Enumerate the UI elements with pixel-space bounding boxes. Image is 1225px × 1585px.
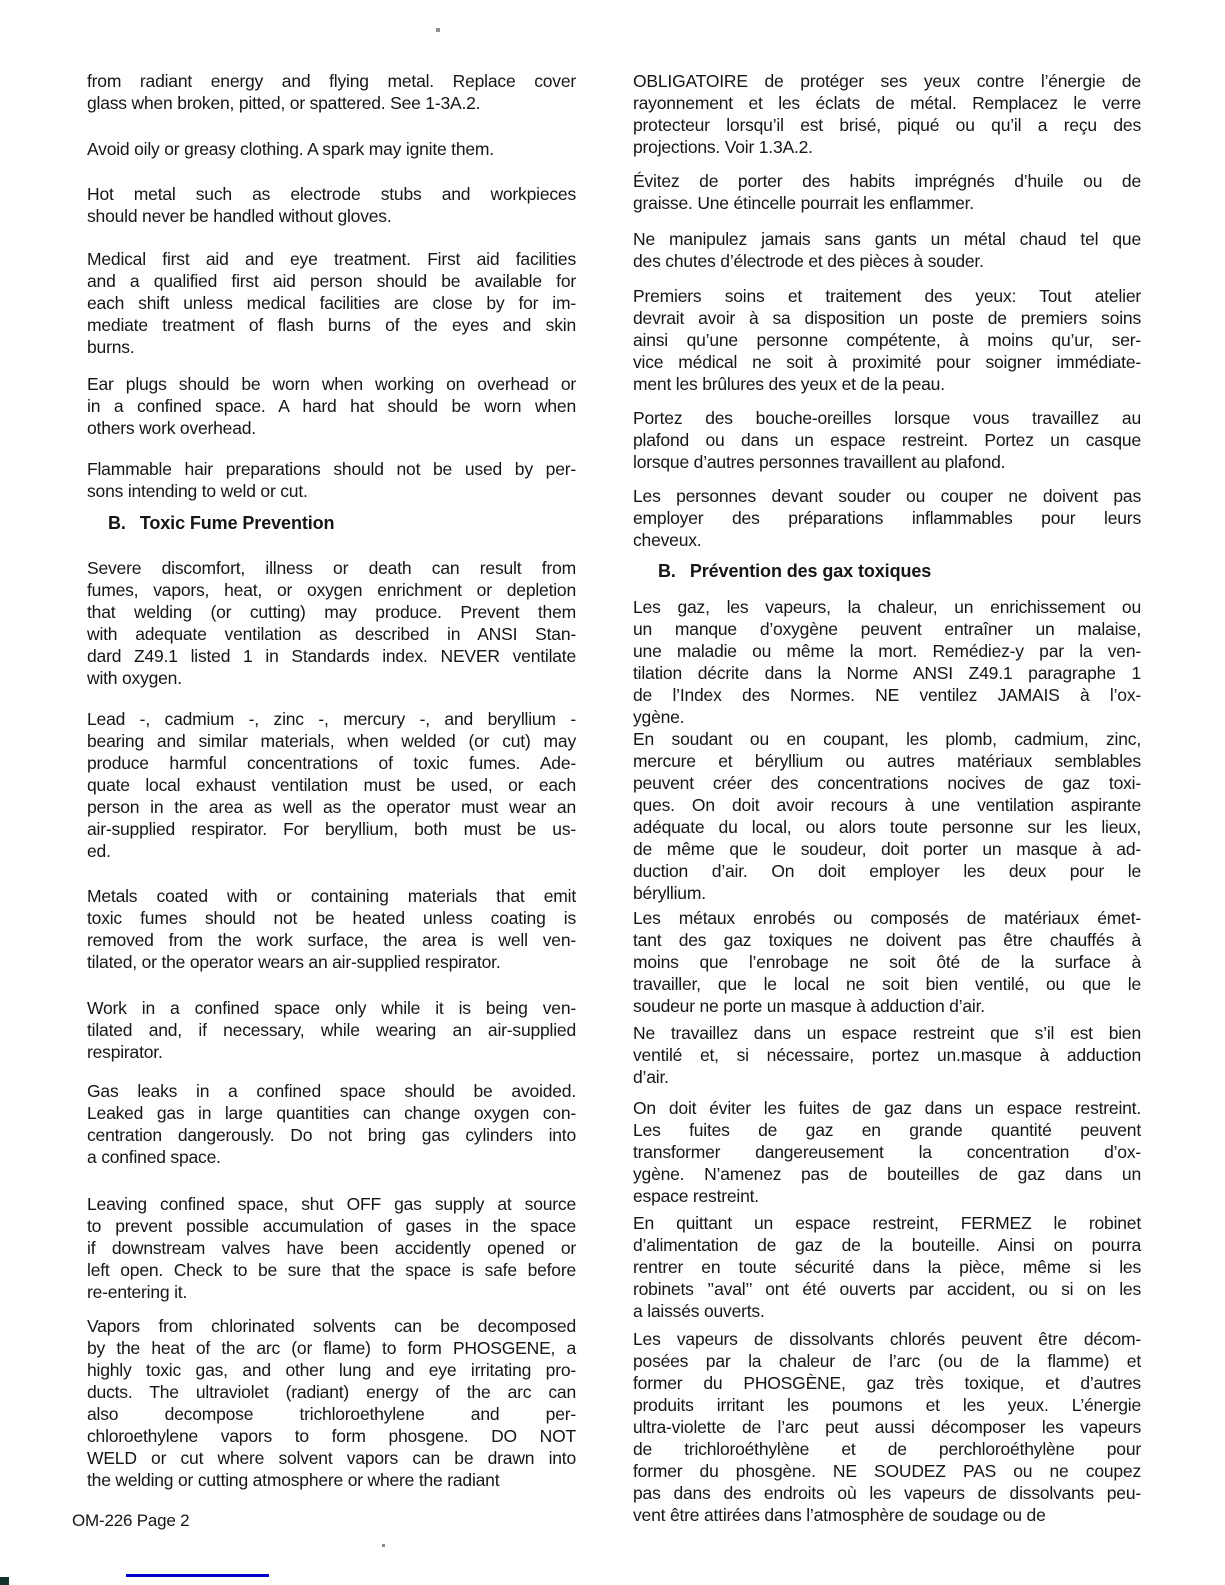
text-line: re-entering it. (87, 1282, 188, 1302)
section-letter: B. (108, 513, 126, 533)
text-line: tilated, or the operator wears an air-supplied respirator. (87, 952, 501, 972)
text-line: moins que l’enrobage ne soit ôté de la surface à (633, 952, 1141, 972)
text-line: de trichloroéthylène et de perchloroéthylène pour (633, 1439, 1141, 1459)
paragraph (87, 1315, 576, 1491)
text-line: Vapors from chlorinated solvents can be decomposed (87, 1316, 576, 1336)
text-line: vice médical ne soit à proximité pour soigner immédiate- (633, 352, 1141, 372)
text-line: tilation décrite dans la Norme ANSI Z49.1 paragraphe 1 (633, 663, 1141, 683)
text-line: rayonnement et les éclats de métal. Remplacez le verre (633, 93, 1141, 113)
paragraph (633, 228, 1141, 272)
text-line: rentrer en toute sécurité dans la pièce, même si les (633, 1257, 1141, 1277)
text-line: transformer dangereusement la concentration d’ox- (633, 1142, 1141, 1162)
text-line: and a qualified first aid person should be available for (87, 271, 576, 291)
paragraph (87, 248, 576, 358)
text-line: fumes, vapors, heat, or oxygen enrichment or depletion (87, 580, 576, 600)
paragraph (633, 1097, 1141, 1207)
text-line: Metals coated with or containing materials that emit (87, 886, 576, 906)
text-line: burns. (87, 337, 135, 357)
text-line: a confined space. (87, 1147, 221, 1167)
text-line: une maladie ou même la mort. Remédiez-y par la ven- (633, 641, 1141, 661)
text-line: Severe discomfort, illness or death can result from (87, 558, 576, 578)
section-letter: B. (658, 561, 676, 581)
paragraph (87, 373, 576, 439)
text-line: toxic fumes should not be heated unless coating is (87, 908, 576, 928)
text-line: soudeur ne porte un masque à adduction d’air. (633, 996, 985, 1016)
text-line: centration dangerously. Do not bring gas cylinders into (87, 1125, 576, 1145)
text-line: OBLIGATOIRE de protéger ses yeux contre l’énergie de (633, 71, 1141, 91)
text-line: Work in a confined space only while it is being ven- (87, 998, 576, 1018)
french-column (633, 70, 1141, 1526)
text-line: Les personnes devant souder ou couper ne doivent pas (633, 486, 1141, 506)
text-line: peuvent créer des concentrations nocives de gaz toxi- (633, 773, 1141, 793)
text-line: Les gaz, les vapeurs, la chaleur, un enrichissement ou (633, 597, 1141, 617)
scan-artifact-dot-top (436, 28, 440, 32)
text-line: d’alimentation de gaz de la bouteille. Ainsi on pourra (633, 1235, 1141, 1255)
text-line: ultra-violette de l’arc peut aussi décomposer les vapeurs (633, 1417, 1141, 1437)
paragraph (87, 557, 576, 689)
text-line: highly toxic gas, and other lung and eye irritating pro- (87, 1360, 576, 1380)
paragraph (633, 1212, 1141, 1322)
text-line: Lead -, cadmium -, zinc -, mercury -, and beryllium - (87, 709, 576, 729)
text-line: from radiant energy and flying metal. Replace cover (87, 71, 576, 91)
text-line: former du phosgène. NE SOUDEZ PAS ou ne coupez (633, 1461, 1141, 1481)
paragraph (87, 885, 576, 973)
text-line: Portez des bouche-oreilles lorsque vous travaillez au (633, 408, 1141, 428)
text-line: béryllium. (633, 883, 706, 903)
text-line: des chutes d’électrode et des pièces à souder. (633, 251, 984, 271)
paragraph (87, 458, 576, 502)
paragraph (633, 596, 1141, 728)
text-line: air-supplied respirator. For beryllium, both must be us- (87, 819, 576, 839)
paragraph (87, 1193, 576, 1303)
paragraph (87, 1080, 576, 1168)
text-line: robinets ’’aval’’ ont été ouverts par accident, ou si on les (633, 1279, 1141, 1299)
text-line: in a confined space. A hard hat should be worn when (87, 396, 576, 416)
text-line: quate local exhaust ventilation must be used, or each (87, 775, 576, 795)
text-line: the welding or cutting atmosphere or where the radiant (87, 1470, 500, 1490)
text-line: produits irritant les poumons et les yeux. L’énergie (633, 1395, 1141, 1415)
text-line: mercure et béryllium ou autres matériaux semblables (633, 751, 1141, 771)
text-line: Ne travaillez dans un espace restreint que s’il est bien (633, 1023, 1141, 1043)
text-line: with oxygen. (87, 668, 182, 688)
text-line: d’air. (633, 1067, 669, 1087)
text-line: plafond ou dans un espace restreint. Portez un casque (633, 430, 1141, 450)
paragraph (633, 285, 1141, 395)
paragraph (87, 997, 576, 1063)
text-line: others work overhead. (87, 418, 256, 438)
text-line: Les fuites de gaz en grande quantité peuvent (633, 1120, 1141, 1140)
text-line: posées par la chaleur de l’arc (ou de la flamme) et (633, 1351, 1141, 1371)
paragraph (633, 170, 1141, 214)
text-line: Les vapeurs de dissolvants chlorés peuvent être décom- (633, 1329, 1141, 1349)
text-line: person in the area as well as the operator must wear an (87, 797, 576, 817)
paragraph (633, 485, 1141, 551)
text-line: On doit éviter les fuites de gaz dans un espace restreint. (633, 1098, 1141, 1118)
text-line: projections. Voir 1.3A.2. (633, 137, 813, 157)
text-line: Premiers soins et traitement des yeux: Tout atelier (633, 286, 1141, 306)
text-line: removed from the work surface, the area is well ven- (87, 930, 576, 950)
paragraph (633, 407, 1141, 473)
text-line: that welding (or cutting) may produce. Prevent them (87, 602, 576, 622)
text-line: Medical first aid and eye treatment. First aid facilities (87, 249, 576, 269)
text-line: mediate treatment of flash burns of the eyes and skin (87, 315, 576, 335)
text-line: espace restreint. (633, 1186, 759, 1206)
text-line: Hot metal such as electrode stubs and workpieces (87, 184, 576, 204)
text-line: left open. Check to be sure that the space is safe before (87, 1260, 576, 1280)
text-line: by the heat of the arc (or flame) to form PHOSGENE, a (87, 1338, 576, 1358)
section-title: Prévention des gax toxiques (689, 561, 932, 581)
text-line: lorsque d’autres personnes travaillent au plafond. (633, 452, 1006, 472)
text-line: Ne manipulez jamais sans gants un métal chaud tel que (633, 229, 1141, 249)
text-line: un manque d’oxygène peuvent entraîner un malaise, (633, 619, 1141, 639)
section-title: Toxic Fume Prevention (139, 513, 335, 533)
text-line: also decompose trichloroethylene and per- (87, 1404, 576, 1424)
paragraph (633, 1328, 1141, 1526)
text-line: tilated and, if necessary, while wearing an air-supplied (87, 1020, 576, 1040)
text-line: travailler, que le local ne soit bien ventilé, ou que le (633, 974, 1141, 994)
text-line: should never be handled without gloves. (87, 206, 392, 226)
text-line: Avoid oily or greasy clothing. A spark may ignite them. (87, 139, 494, 159)
text-line: Évitez de porter des habits imprégnés d’huile ou de (633, 171, 1141, 191)
text-line: Gas leaks in a confined space should be avoided. (87, 1081, 576, 1101)
text-line: bearing and similar materials, when welded (or cut) may (87, 731, 576, 751)
text-line: employer des préparations inflammables pour leurs (633, 508, 1141, 528)
page-footer: OM-226 Page 2 (72, 1511, 190, 1530)
text-line: with adequate ventilation as described in ANSI Stan- (87, 624, 576, 644)
text-line: Les métaux enrobés ou composés de matériaux émet- (633, 908, 1141, 928)
text-line: de même que le soudeur, doit porter un masque à ad- (633, 839, 1141, 859)
paragraph (87, 70, 576, 114)
text-line: ducts. The ultraviolet (radiant) energy of the arc can (87, 1382, 576, 1402)
text-line: protecteur lorsqu’il est brisé, piqué ou qu’il a reçu des (633, 115, 1141, 135)
text-line: duction d’air. On doit employer les deux pour le (633, 861, 1141, 881)
text-line: produce harmful concentrations of toxic fumes. Ade- (87, 753, 576, 773)
text-line: each shift unless medical facilities are close by for im- (87, 293, 576, 313)
text-line: former du PHOSGÈNE, gaz très toxique, et d’autres (633, 1373, 1141, 1393)
text-line: ment les brûlures des yeux et de la peau. (633, 374, 945, 394)
text-line: ed. (87, 841, 111, 861)
text-line: ygène. N’amenez pas de bouteilles de gaz dans un (633, 1164, 1141, 1184)
text-line: En quittant un espace restreint, FERMEZ le robinet (633, 1213, 1141, 1233)
text-line: vent être attirées dans l’atmosphère de soudage ou de (633, 1505, 1046, 1525)
section-heading-prevention-gaz-toxiques (633, 560, 1141, 582)
paragraph (633, 1022, 1141, 1088)
blue-underline-mark (126, 1574, 269, 1577)
text-line: pas dans des endroits où les vapeurs de dissolvants peu- (633, 1483, 1141, 1503)
text-line: graisse. Une étincelle pourrait les enflammer. (633, 193, 974, 213)
text-line: devrait avoir à sa disposition un poste de premiers soins (633, 308, 1141, 328)
text-line: Ear plugs should be worn when working on overhead or (87, 374, 576, 394)
text-line: tant des gaz toxiques ne doivent pas être chauffés à (633, 930, 1141, 950)
paragraph (87, 138, 576, 160)
text-line: a laissés ouverts. (633, 1301, 765, 1321)
text-line: Leaked gas in large quantities can change oxygen con- (87, 1103, 576, 1123)
paragraph (633, 728, 1141, 904)
english-column (87, 70, 576, 1491)
text-line: Leaving confined space, shut OFF gas supply at source (87, 1194, 576, 1214)
text-line: if downstream valves have been accidently opened or (87, 1238, 576, 1258)
text-line: En soudant ou en coupant, les plomb, cadmium, zinc, (633, 729, 1141, 749)
section-heading-toxic-fume-prevention (87, 512, 576, 534)
text-line: respirator. (87, 1042, 163, 1062)
paragraph (87, 708, 576, 862)
text-line: dard Z49.1 listed 1 in Standards index. NEVER ventilate (87, 646, 576, 666)
text-line: WELD or cut where solvent vapors can be drawn into (87, 1448, 576, 1468)
text-line: ygène. (633, 707, 685, 727)
text-line: chloroethylene vapors to form phosgene. DO NOT (87, 1426, 576, 1446)
text-line: de l’Index des Normes. NE ventilez JAMAIS à l’ox- (633, 685, 1141, 705)
text-line: glass when broken, pitted, or spattered. See 1-3A.2. (87, 93, 481, 113)
text-line: Flammable hair preparations should not be used by per- (87, 459, 576, 479)
scan-artifact-dot-bottom (382, 1544, 385, 1547)
text-line: cheveux. (633, 530, 702, 550)
text-line: sons intending to weld or cut. (87, 481, 308, 501)
text-line: ques. On doit avoir recours à une ventilation aspirante (633, 795, 1141, 815)
paragraph (87, 183, 576, 227)
text-line: adéquate du local, ou alors toute personne sur les lieux, (633, 817, 1141, 837)
text-line: ventilé et, si nécessaire, portez un.masque à adduction (633, 1045, 1141, 1065)
text-line: to prevent possible accumulation of gases in the space (87, 1216, 576, 1236)
text-line: ainsi qu’une personne compétente, à moins qu’ur, ser- (633, 330, 1141, 350)
paragraph (633, 907, 1141, 1017)
paragraph (633, 70, 1141, 158)
scan-artifact-corner (0, 1577, 9, 1585)
